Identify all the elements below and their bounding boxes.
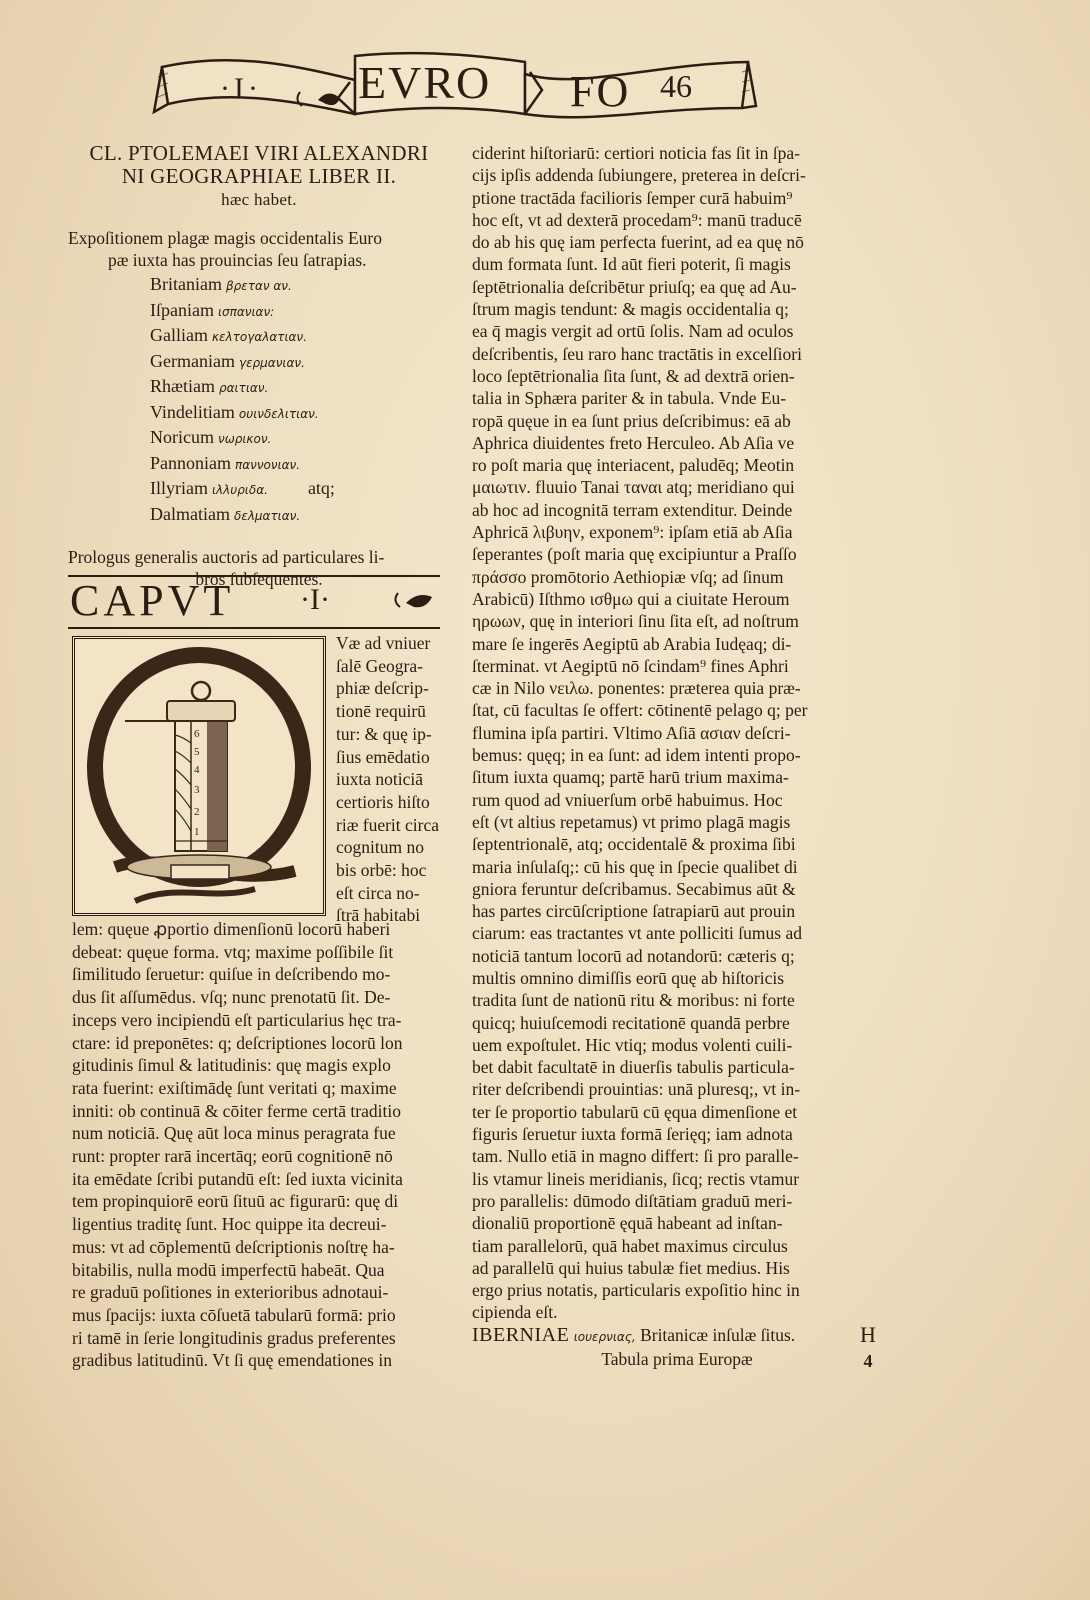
text-line: figuris ſeruetur iuxta formā ſerięq; iam adnota	[472, 1124, 793, 1145]
signature-number: 4	[863, 1351, 873, 1371]
province-greek: κελτογαλατιαν.	[211, 330, 307, 344]
text-line: eſt (vt altius repetamus) vt primo plagā magis	[472, 811, 791, 832]
text-line: num noticiā. Quę aūt loca minus peragrata fue	[72, 1123, 396, 1144]
text-line: uem expoſtulet. Hic vtiq; modus volenti cuili-	[472, 1034, 793, 1055]
banner-middle-word: EVRO	[358, 57, 492, 108]
text-line: ab hoc ad incognitā terram extenditur. Deinde	[472, 499, 793, 520]
svg-text:1: 1	[194, 826, 200, 838]
province-item	[150, 401, 450, 427]
province-item	[150, 452, 450, 478]
text-line: ciarum: eas tractantes vt ante polliciti ſumus ad	[472, 923, 802, 944]
text-line: riter deſcribendi prouintias: unā pluresq;, vt in-	[472, 1079, 801, 1100]
text-line: ſeperantes (poſt maria quę excipiuntur a Praſſo	[472, 544, 797, 565]
running-head-banner	[150, 42, 760, 132]
text-line: loco ſeptētrionalia ſita ſunt, & ad dextrā orien-	[472, 365, 795, 386]
text-line: ciderint hiſtoriarū: certiori noticia fas ſit in ſpa-	[472, 143, 801, 163]
text-line: ſius emēdatio	[336, 746, 430, 767]
closing-heading-greek: ιουερνιας,	[573, 1329, 636, 1344]
province-latin: Galliam	[150, 325, 208, 345]
text-line: flumina ipſa partiri. Vltimo Aſiā ασιαν deſcri-	[472, 722, 791, 743]
text-line: dionaliū proportionē ęquā habeant ad inſtan-	[472, 1213, 783, 1234]
text-line: dus ſit aſſumēdus. vſq; nunc prenotatū ſit. De-	[72, 987, 391, 1008]
text-line: mus: vt ad cōplementū deſcriptionis noſtrę ha-	[72, 1236, 395, 1257]
text-line: ropā quęue in ea ſunt prius deſcribimus: eā ab	[472, 410, 791, 431]
chapter-word: CAPVT	[70, 576, 235, 625]
text-line: ro poſt maria quę interiacent, paludēq; Meotin	[472, 455, 795, 476]
svg-text:5: 5	[194, 746, 200, 758]
province-conjunction: atq;	[307, 478, 335, 498]
chapter-number: ·I·	[300, 583, 330, 616]
text-line: inceps vero incipiendū eſt particularius hęc tra-	[72, 1009, 402, 1030]
province-latin: Pannoniam	[150, 452, 231, 473]
text-line: ptione tractāda facilioris ſemper curā habuim⁹	[472, 187, 793, 208]
text-line: lis vtamur lineis meridianis, ſicq; rectis vtamur	[472, 1168, 800, 1189]
text-line: maria inſulaſq;: cū his quę in ſpecie qualibet di	[472, 856, 798, 877]
text-line: tam. Nullo etiā in magno differt: ſi pro paralle-	[472, 1146, 799, 1167]
province-greek: βρεταν αν.	[225, 279, 292, 293]
text-line: lem: quęue ꝓportio dimenſionū locorū haberi	[72, 919, 391, 939]
text-line: noticiā tantum locorū ad notandorū: cæteris q;	[472, 945, 795, 966]
prologue-line: Prologus generalis auctoris ad particulares li-	[68, 547, 385, 567]
decorated-initial-q	[72, 636, 326, 916]
text-line: cognitum no	[336, 837, 424, 858]
text-line: cipienda eſt.	[472, 1302, 558, 1323]
intro-paragraph	[68, 227, 450, 271]
leaf-ornament-icon	[394, 589, 434, 613]
text-line: talia in Sphæra pariter & in tabula. Vnde Eu-	[472, 388, 787, 409]
text-line: bet dabit facultatē in diuerſis tabulis particula-	[472, 1057, 795, 1078]
text-line: riæ fuerit circa	[336, 814, 440, 835]
province-item	[150, 503, 450, 529]
province-latin: Iſpaniam	[150, 299, 214, 320]
province-latin: Britaniam	[150, 274, 222, 294]
province-item	[150, 375, 450, 401]
title-line: NI GEOGRAPHIAE LIBER II.	[121, 164, 397, 188]
sundial-initial-icon	[75, 639, 323, 913]
text-line: multis omnino dimiſſis eorū quę ab hiſtoricis	[472, 967, 785, 988]
province-greek: νωρικον.	[217, 432, 272, 446]
text-line: ſitum iuxta quamq; partē harū trium maxima-	[472, 767, 789, 788]
prologue-line: bros ſubſequentes.	[195, 569, 323, 589]
text-line: phiæ deſcrip-	[336, 678, 429, 699]
text-line: bitabilis, nulla modū imperfectū habeāt. Qua	[72, 1259, 385, 1280]
text-line: rum quod ad vniuerſum orbē habuimus. Hoc	[472, 789, 783, 810]
text-line: Aphrica diuidentes freto Herculeo. Ab Aſia ve	[472, 432, 795, 453]
text-line: rata fuerint: exiſtimādę ſunt veritati q; maxime	[72, 1077, 397, 1098]
text-beside-initial	[336, 632, 448, 927]
text-line: μαιωτιν. fluuio Tanai ταναι atq; meridiano qui	[472, 477, 795, 498]
text-line: ri tamē in ſerie longitudinis gradus preferentes	[72, 1327, 396, 1348]
text-line: eſt circa no-	[336, 882, 420, 903]
text-line: deſcribentis, ſeu raro hanc tractātis in excelſiori	[472, 343, 802, 364]
text-line: tradita ſunt de nationū ritu & moribus: ni forte	[472, 990, 795, 1011]
text-line: gniora feruntur deſcribamus. Secabimus aūt &	[472, 878, 796, 899]
signature-letter: H	[860, 1322, 876, 1347]
text-line: πράσσο promōtorio Aethiopiæ vſq; ad ſinum	[472, 566, 784, 587]
province-list	[68, 273, 450, 528]
dial-hour-6: 6	[194, 728, 200, 740]
text-line: debeat: quęue forma. vtq; maxime poſſibile ſit	[72, 941, 394, 962]
text-line: ctare: id preponētes: q; deſcriptiones locorū lon	[72, 1032, 403, 1053]
province-greek: δελματιαν.	[233, 508, 301, 523]
text-line: Aphricā λιβυην, exponem⁹: ipſam etiā ab Aſia	[472, 522, 793, 543]
text-line: ad parallelū qui huius tabulæ fiet medius. His	[472, 1257, 790, 1278]
text-line: ſeptētrionalia deſcribētur priuſq; ea quę ad Au-	[472, 276, 797, 297]
text-line: bemus: quęq; in ea ſunt: ad idem intenti propo-	[472, 745, 801, 766]
province-latin: Rhætiam	[150, 376, 216, 396]
province-greek: ιλλυριδα.	[211, 483, 268, 497]
text-line: cæ in Nilo νειλω. ponentes: præterea quia præ-	[472, 678, 801, 699]
text-line: pro parallelis: dūmodo diſtātiam graduū meri-	[472, 1190, 793, 1211]
left-body-text	[72, 918, 446, 1372]
province-latin: Illyriam	[150, 478, 208, 498]
text-line: tem propinquiorē eorū ſituū ac figurarū: quę di	[72, 1191, 399, 1212]
province-item	[150, 273, 450, 299]
title-line: CL. PTOLEMAEI VIRI ALEXANDRI	[89, 141, 429, 165]
text-line: cijs ipſis addenda ſubiungere, preterea in deſcri-	[472, 165, 806, 186]
right-column	[472, 142, 882, 1370]
svg-text:4: 4	[194, 764, 200, 776]
banner-left-numeral: ·I·	[220, 72, 262, 105]
banner-right-word: FO	[570, 67, 631, 116]
text-line: Arabicū) Iſthmo ισθμω qui a ciuitate Heroum	[472, 588, 790, 609]
text-line: has partes circūſcriptione ſatrapiarū aut prouin	[472, 901, 796, 922]
province-item	[150, 426, 450, 452]
text-line: gitudinis ſimul & latitudinis: quę magis explo	[72, 1055, 391, 1076]
closing-heading-word: IBERNIAE	[472, 1323, 570, 1346]
left-column	[68, 142, 450, 590]
text-line: ſtrā habitabi	[336, 905, 421, 926]
book-title	[68, 142, 450, 211]
province-latin: Dalmatiam	[150, 503, 230, 524]
province-latin: Germaniam	[150, 350, 235, 371]
closing-heading	[472, 1324, 882, 1348]
text-line: mare ſe ingerēs Aegiptū ab Arabia Iudęaq; di-	[472, 633, 792, 654]
signature-mark	[860, 1322, 876, 1374]
province-item	[150, 299, 450, 325]
chapter-heading	[68, 575, 440, 629]
text-line: mus ſpacijs: iuxta cōſuetā tabularū formā: prio	[72, 1304, 396, 1325]
title-subline: hæc habet.	[221, 190, 297, 209]
province-latin: Noricum	[150, 427, 214, 447]
closing-heading-rest: Britanicæ inſulæ ſitus.	[640, 1324, 796, 1345]
text-line: tur: & quę ip-	[336, 723, 432, 744]
text-line: tionē requirū	[336, 701, 426, 722]
text-line: ita emēdate ſcribi putandū eſt: ſed iuxta vicinita	[72, 1168, 403, 1189]
text-line: ηρωων, quę in interiori ſinu ſita eſt, ad noſtrum	[472, 611, 799, 632]
intro-line: pæ iuxta has prouincias ſeu ſatrapias.	[108, 250, 367, 270]
table-caption: Tabula prima Europæ	[601, 1349, 753, 1370]
text-line: inniti: ob continuā & cōiter ferme certā traditio	[72, 1100, 401, 1121]
text-line: quicq; huiuſcemodi recitationē quandā perbre	[472, 1012, 790, 1033]
text-line: ſalē Geogra-	[336, 655, 423, 676]
text-line: tiam parallelorū, quā habet maximus circulus	[472, 1235, 788, 1256]
text-line: hoc eſt, vt ad dexterā procedam⁹: manū traducē	[472, 209, 802, 230]
text-line: ſimilitudo ſeruetur: quiſue in deſcribendo mo-	[72, 964, 391, 985]
svg-text:3: 3	[194, 784, 200, 796]
text-line: do ab his quę iam perfecta fuerint, ad ea quę nō	[472, 232, 804, 253]
text-line: ligentius traditę ſunt. Hoc quippe ita decreui-	[72, 1214, 387, 1235]
text-line: dum formata ſunt. Id aūt fieri poterit, ſi magis	[472, 254, 791, 275]
intro-line: Expoſitionem plagæ magis occidentalis Euro	[68, 228, 382, 248]
province-greek: ουινδελιτιαν.	[238, 406, 319, 421]
text-line: ſterminat. vt Aegiptū nō ſcindam⁹ fines Aphri	[472, 655, 789, 676]
text-line: iuxta noticiā	[336, 769, 423, 790]
province-greek: παννονιαν.	[235, 457, 301, 472]
folio-number: 46	[660, 68, 692, 104]
text-line: certioris hiſto	[336, 791, 430, 812]
svg-text:2: 2	[194, 806, 200, 818]
province-greek: ισπανιαν:	[217, 304, 275, 319]
province-latin: Vindelitiam	[150, 401, 235, 422]
text-line: ſeptentrionalē, atq; occidentalē & proxima ſibi	[472, 834, 796, 855]
text-line: Væ ad vniuer	[336, 633, 431, 653]
text-line: ſtat, cū facultas ſe offert: cōtinentē pelago q; per	[472, 700, 808, 721]
province-item	[150, 324, 450, 350]
text-line: ea q̄ magis vergit ad ortū ſolis. Nam ad oculos	[472, 321, 794, 342]
text-line: ſtrum magis tendunt: & magis occidentalia q;	[472, 299, 789, 320]
text-line: bis orbē: hoc	[336, 860, 427, 881]
province-item	[150, 477, 450, 503]
text-line: ergo prius notatis, particularis expoſitio hinc in	[472, 1280, 800, 1301]
text-line: ter ſe proportio tabularū cū ęqua dimenſione et	[472, 1101, 798, 1122]
province-item	[150, 350, 450, 376]
text-line: runt: propter rarā incertāq; eorū cognitionē nō	[72, 1146, 393, 1167]
province-greek: ραιτιαν.	[219, 381, 269, 395]
text-line: re graduū poſitiones in exterioribus adnotaui-	[72, 1282, 389, 1303]
province-greek: γερμανιαν.	[238, 355, 305, 370]
text-line: gradibus latitudinū. Vt ſi quę emendationes in	[72, 1350, 392, 1371]
